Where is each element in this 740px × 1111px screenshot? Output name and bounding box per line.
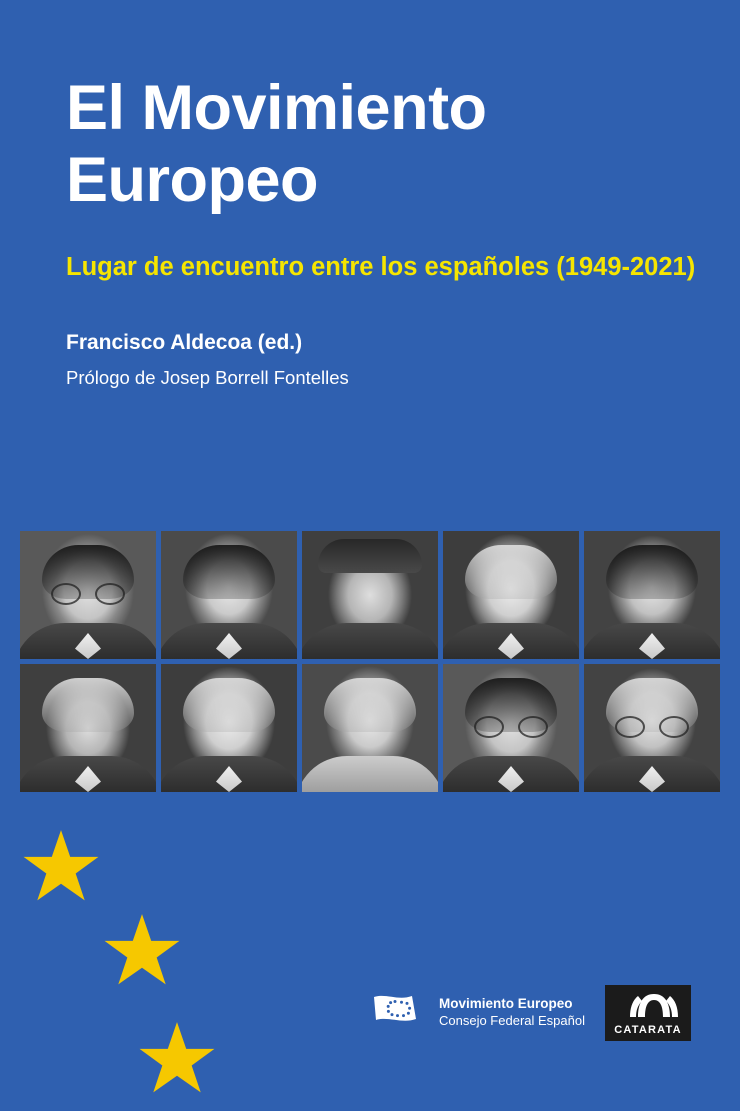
portrait-5 (584, 531, 720, 659)
eu-star-icon-1 (22, 828, 100, 904)
hair-shape (324, 678, 416, 732)
portrait-1 (20, 531, 156, 659)
portrait-7 (161, 664, 297, 792)
portrait-3 (302, 531, 438, 659)
portrait-2 (161, 531, 297, 659)
portrait-10 (584, 664, 720, 792)
hair-shape (42, 678, 134, 732)
publisher-logo (605, 985, 691, 1041)
portrait-8 (302, 664, 438, 792)
organisation-logo-text (439, 996, 585, 1029)
eu-flag-icon (372, 993, 430, 1033)
portrait-9 (443, 664, 579, 792)
portrait-4 (443, 531, 579, 659)
organisation-logo (372, 991, 584, 1035)
glasses-icon (474, 716, 548, 734)
catarata-mark-icon (605, 990, 691, 1018)
page-title-line-2: Europeo (66, 145, 319, 215)
prologue-credit: Prólogo de Josep Borrell Fontelles (66, 367, 349, 388)
editor-name: Francisco Aldecoa (ed.) (66, 331, 303, 354)
title-block (66, 72, 696, 390)
hair-shape (183, 545, 275, 599)
glasses-icon (615, 716, 689, 734)
hair-shape (606, 545, 698, 599)
page-title-line-1: El Movimiento (66, 73, 487, 143)
portrait-grid (20, 531, 720, 792)
organisation-logo-line-2: Consejo Federal Español (439, 1013, 585, 1029)
publisher-name: CATARATA (614, 1024, 682, 1036)
hair-shape (183, 678, 275, 732)
subtitle: Lugar de encuentro entre los españoles (1949-2021) (66, 253, 696, 281)
shoulders-shape (302, 756, 438, 792)
shoulders-shape (302, 623, 438, 659)
hair-shape (465, 545, 557, 599)
eu-star-icon-3 (138, 1020, 216, 1096)
beret-shape (318, 539, 422, 573)
organisation-logo-line-1: Movimiento Europeo (439, 996, 573, 1012)
portrait-6 (20, 664, 156, 792)
glasses-icon (51, 583, 125, 601)
eu-star-icon-2 (103, 912, 181, 988)
